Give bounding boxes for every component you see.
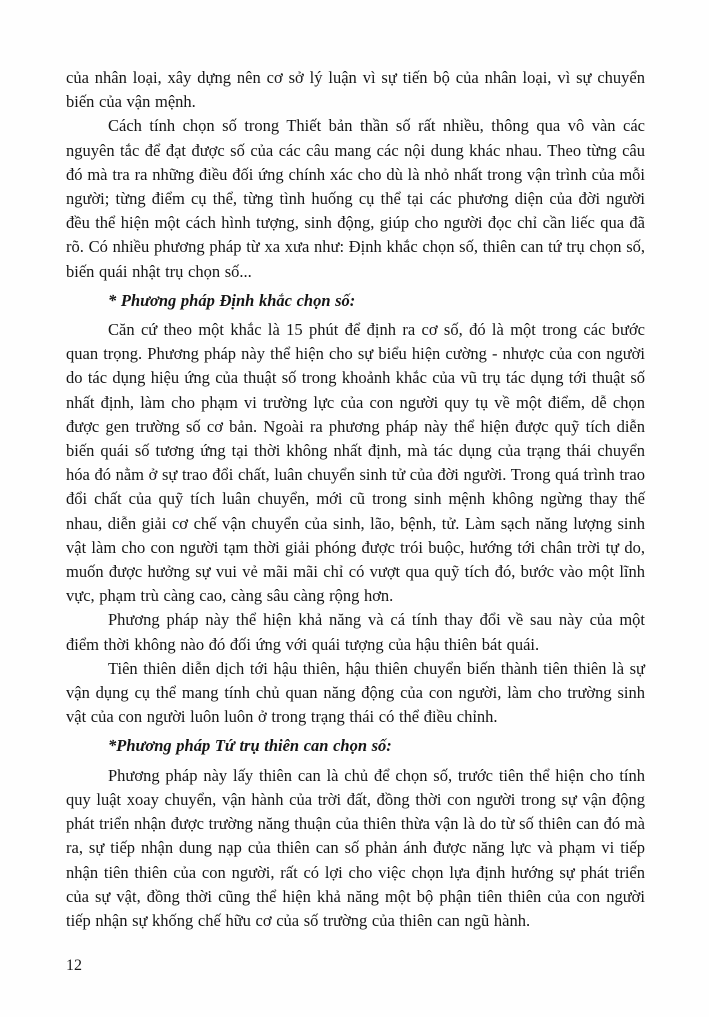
page-number: 12 xyxy=(66,957,82,974)
paragraph: Phương pháp này thể hiện khả năng và cá tính thay đổi về sau này của một điểm thời không nào đó đối ứng với quái tượng của hậu thiên bát quái. xyxy=(66,610,645,654)
paragraph: Căn cứ theo một khắc là 15 phút để định ra cơ số, đó là một trong các bước quan trọng. Phương pháp này thể hiện cho sự biểu hiện cường - nhược của con người do tác dụng hiệu ứng của thuật số trong khoảnh khắc của vũ trụ tác dụng tới thuật số nhất định, làm cho phạm vi trường lực của con người quy tụ về một điểm, dễ chọn được gen trường số cơ bản. Ngoài ra phương pháp này thể hiện được quỹ tích diễn biến quái số tương ứng tại thời không nhất định, mà tác dụng của trạng thái chuyển hóa đó nằm ở sự trao đổi chất, luân chuyển sinh tử của đời người. Trong quá trình trao đổi chất của quỹ tích luân chuyển, mới cũ trong sinh mệnh không ngừng thay thế nhau, diễn giải cơ chế vận chuyển của sinh, lão, bệnh, tử. Làm sạch năng lượng sinh vật làm cho con người tạm thời giải phóng được trói buộc, hướng tới chân trời tự do, muốn được hưởng sự vui vẻ mãi mãi chỉ có vượt qua quỹ tích đó, bước vào một lĩnh vực, phạm trù càng cao, càng sâu càng rộng hơn. xyxy=(66,320,645,606)
section-heading: * Phương pháp Định khắc chọn số: xyxy=(108,290,356,310)
section-heading: *Phương pháp Tứ trụ thiên can chọn số: xyxy=(108,736,392,756)
paragraph: Tiên thiên diễn dịch tới hậu thiên, hậu thiên chuyển biến thành tiên thiên là sự vận dụng cụ thể mang tính chủ quan năng động của con người, làm cho trường sinh vật của con người luôn luôn ở trong trạng thái có thể điều chỉnh. xyxy=(66,658,645,727)
paragraph: của nhân loại, xây dựng nên cơ sở lý luận vì sự tiến bộ của nhân loại, vì sự chuyển biến của vận mệnh. xyxy=(66,68,645,112)
paragraph: Phương pháp này lấy thiên can là chủ để chọn số, trước tiên thể hiện cho tính quy luật xoay chuyển, vận hành của trời đất, đồng thời con người trong sự vận động phát triển nhận được trường năng thuận của thiên thừa vận là do từ số thiên can đó mà ra, sự tiếp nhận dung nạp của thiên can số phản ánh được năng lực và phạm vi tiếp nhận tiên thiên của con người, rất có lợi cho việc chọn lựa định hướng sự phát triển của sự vật, đồng thời cũng thể hiện khả năng một bộ phận tiên thiên của con người tiếp nhận sự khống chế hữu cơ của số trường của thiên can ngũ hành. xyxy=(66,765,645,930)
text-block xyxy=(66,66,645,933)
paragraph: Cách tính chọn số trong Thiết bản thần số rất nhiều, thông qua vô vàn các nguyên tắc để đạt được số của các câu mang các nội dung khác nhau. Theo từng câu đó mà tra ra những điều đối ứng chính xác cho dù là nhỏ nhất trong vận trình của mỗi người; từng điểm cụ thể, từng tình huống cụ thể tại các phương diện của đời người đều thể hiện một cách hình tượng, sinh động, giúp cho người đọc chỉ cần liếc qua đã rõ. Có nhiều phương pháp từ xa xưa như: Định khắc chọn số, thiên can tứ trụ chọn số, biến quái nhật trụ chọn số... xyxy=(66,116,645,281)
